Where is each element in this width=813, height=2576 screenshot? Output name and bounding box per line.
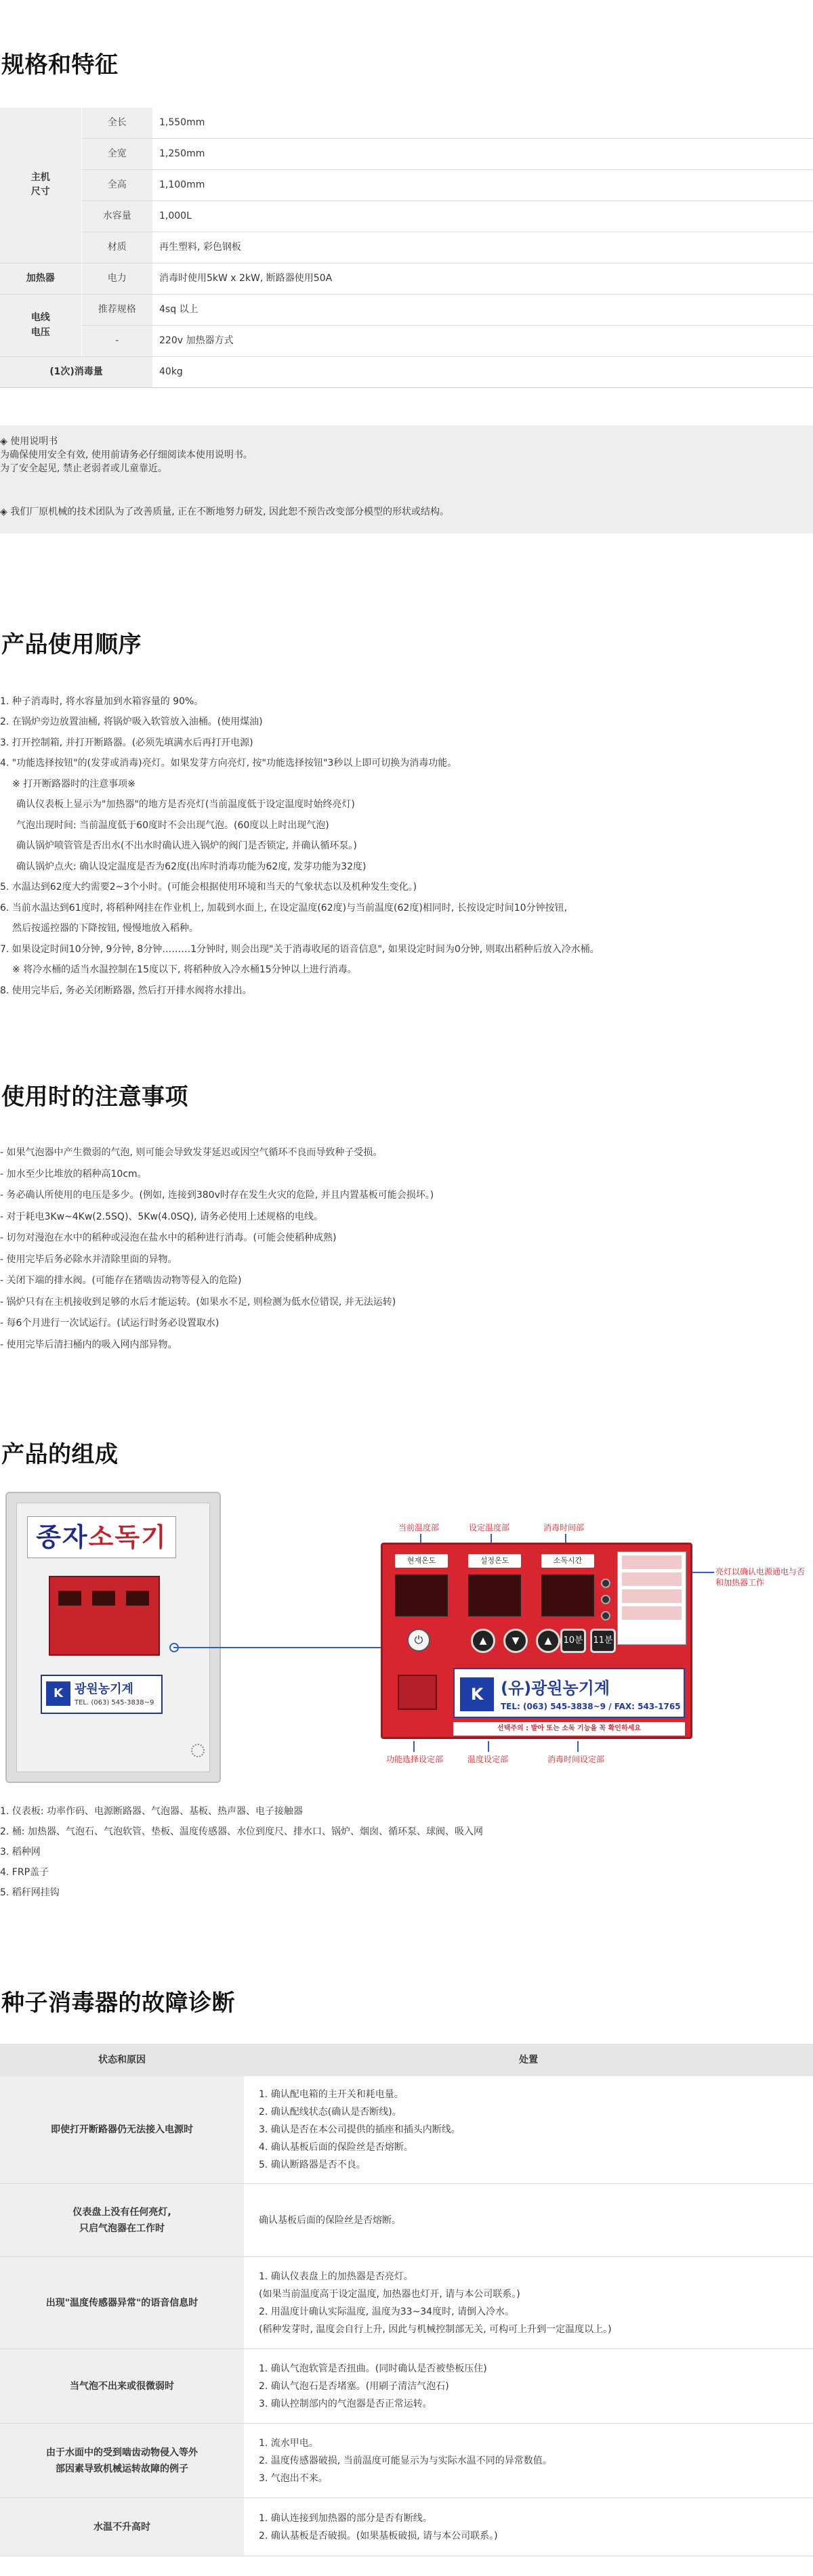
spec-group-heater: 加热器 bbox=[0, 263, 81, 295]
troubleshoot-section bbox=[0, 1985, 813, 2557]
usage-step: 8. 使用完毕后, 务必关闭断路器, 然后打开排水阀将水排出。 bbox=[0, 985, 252, 996]
sticker-row bbox=[622, 1555, 682, 1569]
callout-disinfect-time: 消毒时间部 bbox=[543, 1522, 585, 1532]
spec-value: 1,100mm bbox=[152, 170, 813, 201]
table-row bbox=[0, 2349, 813, 2424]
callout-light: 亮灯以确认电源通电与否和加热器工作 bbox=[715, 1566, 806, 1587]
composition-title: 产品的组成 bbox=[1, 1441, 119, 1469]
control-box-nameplate bbox=[27, 1516, 176, 1558]
control-panel-closeup bbox=[381, 1543, 692, 1739]
brand-tel: TEL: (063) 545-3838~9 / FAX: 543-1765 bbox=[501, 1701, 681, 1711]
sticker-row bbox=[622, 1589, 682, 1603]
parts-list bbox=[0, 1801, 813, 1903]
specs-section bbox=[0, 0, 813, 534]
brand-name: (유)광원농기계 bbox=[501, 1678, 610, 1698]
control-box-mini-panel bbox=[49, 1576, 160, 1656]
fix-line: 1. 确认仪表盘上的加热器是否亮灯。 bbox=[259, 2271, 413, 2282]
cause-cell: 仪表盘上没有任何亮灯, 只启气泡器在工作时 bbox=[0, 2184, 244, 2257]
fix-cell bbox=[244, 2076, 813, 2184]
usage-step: 7. 如果设定时间10分钟, 9分钟, 8分钟………1分钟时, 则会出现"关于消毒收尾的语音信息", 如果设定时间为0分钟, 则取出稻种后放入冷水桶。 bbox=[0, 943, 600, 955]
troubleshoot-table bbox=[0, 2044, 813, 2556]
control-box-photo bbox=[5, 1492, 221, 1783]
temp-up-button[interactable]: ▲ bbox=[471, 1629, 495, 1653]
table-row bbox=[0, 2424, 813, 2498]
spec-value: 1,550mm bbox=[152, 108, 813, 139]
sticker-row bbox=[622, 1572, 682, 1586]
usage-note: 气泡出现时间: 当前温度低于60度时不会出现气泡。(60度以上时出现气泡) bbox=[16, 819, 329, 831]
vent-icon bbox=[191, 1744, 205, 1757]
table-row bbox=[0, 2257, 813, 2349]
caution-item: - 如果气泡器中产生微弱的气泡, 则可能会导致发芽延迟或因空气循环不良而导致种子受损。 bbox=[0, 1147, 383, 1159]
indicator-lamp-icon bbox=[601, 1579, 610, 1588]
troubleshoot-title: 种子消毒器的故障诊断 bbox=[1, 1989, 235, 2017]
fix-line: 1. 流水甲电。 bbox=[259, 2437, 318, 2449]
mini-display bbox=[126, 1591, 149, 1606]
parts-item: 5. 稻秆网挂钩 bbox=[0, 1887, 60, 1898]
callout-temp-set: 温度设定部 bbox=[467, 1754, 509, 1764]
parts-item: 4. FRP盖子 bbox=[0, 1866, 49, 1878]
specs-title: 规格和特征 bbox=[1, 51, 119, 79]
usage-step: 1. 种子消毒时, 将水容量加到水箱容量的 90%。 bbox=[0, 695, 204, 707]
spec-value: 再生塑料, 彩色钢板 bbox=[152, 232, 813, 263]
composition-section bbox=[0, 1437, 813, 1903]
fix-line: 2. 确认配线状态(确认是否断线)。 bbox=[259, 2107, 402, 2118]
usage-step: 6. 当前水温达到61度时, 将稻种网挂在作业机上, 加载到水面上, 在设定温度(62度)与当前温度(62度)相同时, 长按设定时间10分钟按钮, bbox=[0, 902, 567, 914]
column-header-fix: 处置 bbox=[244, 2044, 813, 2076]
spec-label: 全长 bbox=[81, 108, 152, 139]
mini-display bbox=[58, 1591, 81, 1606]
nameplate-text-b: 소독기 bbox=[88, 1522, 167, 1552]
current-temp-display bbox=[395, 1574, 448, 1616]
usage-note: ※ 打开断路器时的注意事项※ bbox=[12, 778, 136, 790]
callout-func-select: 功能选择设定部 bbox=[386, 1754, 444, 1764]
usage-note: 确认锅炉点火: 确认设定温度是否为62度(出库时消毒功能为62度, 发芽功能为32度) bbox=[16, 861, 367, 872]
spec-group-main-size: 主机 尺寸 bbox=[0, 108, 81, 263]
fix-line: (如果当前温度高于设定温度, 加热器也灯开, 请与本公司联系。) bbox=[259, 2288, 520, 2300]
cause-cell: 水温不升高时 bbox=[0, 2498, 244, 2556]
caution-list bbox=[0, 1142, 813, 1356]
time-up-button[interactable]: ▲ bbox=[536, 1629, 560, 1653]
logo-text: 광원농기계 bbox=[75, 1681, 133, 1696]
spec-value: 40kg bbox=[152, 357, 813, 388]
time-10min-button[interactable]: 10분 bbox=[560, 1629, 586, 1653]
parts-item: 3. 稻种网 bbox=[0, 1846, 41, 1858]
panel-warning-strip: 선택주의 : 발아 또는 소독 기능을 꼭 확인하세요 bbox=[453, 1722, 685, 1736]
notice-line: ◈ 我们厂原机械的技术团队为了改善质量, 正在不断地努力研发, 因此恕不预告改变部分模型的形状或结构。 bbox=[0, 507, 450, 518]
zoom-connector bbox=[173, 1647, 381, 1648]
notice-line: ◈ 使用说明书 bbox=[0, 436, 58, 448]
time-display bbox=[541, 1574, 594, 1616]
table-row bbox=[0, 2076, 813, 2184]
usage-section bbox=[0, 627, 813, 1001]
fix-line: 1. 确认配电箱的主开关和耗电量。 bbox=[259, 2089, 404, 2101]
parts-item: 2. 桶: 加热器、气泡石、气泡软管、垫板、温度传感器、水位到度尺、排水口、锅炉、烟囱、循环泵、球阀、吸入网 bbox=[0, 1826, 483, 1837]
fix-line: 4. 确认基板后面的保险丝是否熔断。 bbox=[259, 2142, 413, 2153]
fix-cell bbox=[244, 2498, 813, 2556]
notice-line: 为确保使用安全有效, 使用前请务必仔细阅读本使用说明书。 bbox=[0, 450, 253, 461]
usage-step: 2. 在锅炉旁边放置油桶, 将锅炉吸入软管放入油桶。(使用煤油) bbox=[0, 716, 263, 728]
function-select-switch[interactable] bbox=[398, 1675, 437, 1710]
brand-logo-icon: K bbox=[460, 1677, 494, 1711]
mini-display bbox=[92, 1591, 115, 1606]
caution-item: - 锅炉只有在主机接收到足够的水后才能运转。(如果水不足, 则检测为低水位错误, 并无法运转) bbox=[0, 1296, 396, 1308]
panel-side-sticker bbox=[617, 1551, 686, 1645]
spec-label: 水容量 bbox=[81, 201, 152, 232]
caution-item: - 加水至少比堆放的稻种高10cm。 bbox=[0, 1168, 147, 1180]
indicator-lamp-icon bbox=[601, 1611, 610, 1620]
usage-step: 4. "功能选择按钮"的(发芽或消毒)亮灯。如果发芽方向亮灯, 按"功能选择按钮"3秒以上即可切换为消毒功能。 bbox=[0, 758, 457, 769]
fix-cell bbox=[244, 2424, 813, 2498]
column-header-cause: 状态和原因 bbox=[0, 2044, 244, 2076]
temp-down-button[interactable]: ▼ bbox=[503, 1629, 528, 1653]
fix-line: 2. 温度传感器破损, 当前温度可能显示为与实际水温不同的异常数值。 bbox=[259, 2455, 552, 2466]
logo-subtext: TEL. (063) 545-3838~9 bbox=[75, 1698, 154, 1706]
callout-line bbox=[488, 1741, 489, 1752]
spec-group-cable: 电线 电压 bbox=[0, 295, 81, 357]
fix-line: 2. 确认基板是否破损。(如果基板破损, 请与本公司联系。) bbox=[259, 2530, 498, 2541]
indicator-lamp-icon bbox=[601, 1595, 610, 1604]
usage-steps bbox=[0, 691, 813, 1002]
panel-label-time: 소독시간 bbox=[541, 1554, 594, 1568]
caution-item: - 切勿对漫泡在水中的稻种或浸泡在盐水中的稻种进行消毒。(可能会使稻种成熟) bbox=[0, 1232, 337, 1244]
fix-line: 1. 确认气泡软管是否扭曲。(同时确认是否被垫板压住) bbox=[259, 2363, 487, 2374]
fix-cell bbox=[244, 2349, 813, 2424]
fix-line: 3. 气泡出不来。 bbox=[259, 2472, 328, 2484]
spec-value: 1,250mm bbox=[152, 139, 813, 170]
caution-title: 使用时的注意事项 bbox=[1, 1083, 188, 1111]
caution-item: - 使用完毕后清扫桶内的吸入网内部异物。 bbox=[0, 1339, 178, 1350]
usage-step-cont: 然后按遥控器的下降按钮, 慢慢地放入稻种。 bbox=[12, 923, 199, 935]
usage-title: 产品使用顺序 bbox=[1, 631, 142, 659]
fix-line: 2. 用温度计确认实际温度, 温度为33~34度时, 请倒入冷水。 bbox=[259, 2306, 514, 2317]
caution-item: - 务必确认所使用的电压是多少。(例如, 连接到380v时存在发生火灾的危险, 并且内置基板可能会损坏。) bbox=[0, 1190, 434, 1201]
callout-line bbox=[413, 1741, 415, 1752]
panel-brand-plate bbox=[453, 1668, 685, 1718]
usage-note: ※ 将冷水桶的适当水温控制在15度以下, 将稻种放入冷水桶15分钟以上进行消毒。 bbox=[12, 964, 357, 976]
notice-line: 为了安全起见, 禁止老弱者或儿童靠近。 bbox=[0, 463, 167, 475]
fix-line: 2. 确认气泡石是否堵塞。(用刷子清洁气泡石) bbox=[259, 2380, 449, 2392]
table-row bbox=[0, 2498, 813, 2556]
spec-label: 材质 bbox=[81, 232, 152, 263]
fix-cell bbox=[244, 2184, 813, 2257]
cause-cell: 即使打开断路器仍无法接入电源时 bbox=[0, 2076, 244, 2184]
spec-value: 1,000L bbox=[152, 201, 813, 232]
callout-current-temp: 当前温度部 bbox=[398, 1522, 440, 1532]
logo-mark: K bbox=[46, 1681, 70, 1706]
spec-value: 消毒时使用5kW x 2kW, 断路器使用50A bbox=[152, 263, 813, 295]
nameplate-text-a: 종자 bbox=[36, 1522, 89, 1552]
caution-item: - 每6个月进行一次试运行。(试运行时务必设置取水) bbox=[0, 1318, 220, 1329]
spec-group-disinfect: (1次)消毒量 bbox=[0, 357, 152, 388]
spec-label: 全宽 bbox=[81, 139, 152, 170]
panel-label-setting: 설정온도 bbox=[468, 1554, 521, 1568]
callout-set-temp: 设定温度部 bbox=[469, 1522, 510, 1532]
usage-step: 3. 打开控制箱, 并打开断路器。(必须先填满水后再打开电源) bbox=[0, 737, 253, 748]
panel-label-current: 현재온도 bbox=[395, 1554, 448, 1568]
parts-item: 1. 仪表板: 功率作码、电源断路器、气泡器、基板、热声器、电子接触器 bbox=[0, 1805, 303, 1817]
fix-line: 1. 确认连接到加热器的部分是否有断线。 bbox=[259, 2512, 432, 2524]
fix-cell bbox=[244, 2257, 813, 2349]
power-icon[interactable]: ⏻ bbox=[407, 1629, 430, 1652]
spec-label: 全高 bbox=[81, 170, 152, 201]
caution-section bbox=[0, 1079, 813, 1356]
fix-line: 5. 确认断路器是否不良。 bbox=[259, 2160, 366, 2171]
caution-item: - 对于耗电3Kw~4Kw(2.5SQ)、5Kw(4.0SQ), 请务必使用上述规格的电线。 bbox=[0, 1211, 323, 1222]
fix-line: 3. 确认是否在本公司提供的插座和插头内断线。 bbox=[259, 2124, 461, 2136]
callout-time-set: 消毒时间设定部 bbox=[547, 1754, 605, 1764]
cause-cell: 当气泡不出来或很微弱时 bbox=[0, 2349, 244, 2424]
fix-line: 3. 确认控制部内的气泡器是否正常运转。 bbox=[259, 2398, 432, 2409]
callout-line bbox=[577, 1741, 579, 1752]
caution-item: - 使用完毕后务必除水并清除里面的异物。 bbox=[0, 1253, 178, 1265]
table-row bbox=[0, 2184, 813, 2257]
fix-line: (稻种发芽时, 温度会自行上升, 因此与机械控制部无关, 可构可上升到一定温度以上。) bbox=[259, 2323, 612, 2335]
cause-cell: 由于水面中的受到啮齿动物侵入等外 部因素导致机械运转故障的例子 bbox=[0, 2424, 244, 2498]
usage-note: 确认仪表板上显示为"加热器"的地方是否亮灯(当前温度低于设定温度时始终亮灯) bbox=[16, 799, 355, 811]
usage-note: 确认锅炉喷管管是否出水(不出水时确认进入锅炉的阀门是否锁定, 并确认循环泵。) bbox=[16, 840, 357, 852]
fix-line: 确认基板后面的保险丝是否熔断。 bbox=[259, 2214, 401, 2226]
spec-value: 220v 加热器方式 bbox=[152, 326, 813, 357]
control-box-logo bbox=[41, 1675, 163, 1714]
set-temp-display bbox=[468, 1574, 521, 1616]
notice-box bbox=[0, 425, 813, 534]
time-11min-button[interactable]: 11분 bbox=[590, 1629, 616, 1653]
composition-figure bbox=[0, 1492, 813, 1786]
sticker-row bbox=[622, 1606, 682, 1620]
spec-value: 4sq 以上 bbox=[152, 295, 813, 326]
caution-item: - 关闭下端的排水阀。(可能存在猪啮齿动物等侵入的危险) bbox=[0, 1275, 242, 1287]
spec-label: 电力 bbox=[81, 263, 152, 295]
cause-cell: 出现"温度传感器异常"的语音信息时 bbox=[0, 2257, 244, 2349]
spec-label: 推荐规格 bbox=[81, 295, 152, 326]
usage-step: 5. 水温达到62度大约需要2~3个小时。(可能会根据使用环境和当天的气象状态以及机种发生变化。) bbox=[0, 882, 417, 893]
spec-table bbox=[0, 108, 813, 389]
spec-label: - bbox=[81, 326, 152, 357]
